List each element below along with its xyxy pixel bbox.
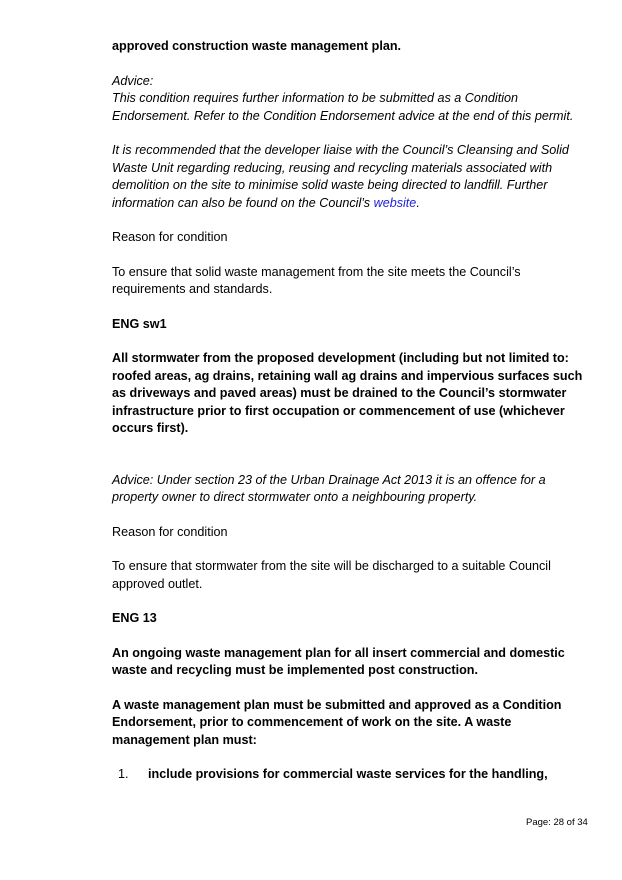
- recommendation-end: .: [416, 195, 420, 210]
- list-item: [112, 766, 588, 784]
- list-item-text: include provisions for commercial waste services for the handling,: [148, 767, 548, 781]
- recommendation-paragraph: [112, 142, 588, 212]
- eng13-waste-plan: An ongoing waste management plan for all insert commercial and domestic waste and recycling must be implemented post construction.: [112, 645, 565, 677]
- reason-label: Reason for condition: [112, 524, 228, 539]
- section-heading-eng-13: ENG 13: [112, 611, 157, 625]
- stormwater-condition: All stormwater from the proposed development (including but not limited to: roofed areas, ag drains, retaining wall ag drains and impervious surfaces such as driveways and paved areas) must be drained to the Council’s stormwater infrastructure prior to first occupation or commencement of use (whichever occurs first).: [112, 351, 583, 435]
- advice-stormwater: Advice: Under section 23 of the Urban Drainage Act 2013 it is an offence for a property owner to direct stormwater onto a neighbouring property.: [112, 472, 546, 504]
- reason-text: To ensure that stormwater from the site will be discharged to a suitable Council approved outlet.: [112, 559, 551, 591]
- eng13-endorsement: A waste management plan must be submitted and approved as a Condition Endorsement, prior to commencement of work on the site. A waste management plan must:: [112, 697, 562, 747]
- website-link[interactable]: website: [373, 195, 417, 210]
- paragraph-plan-approval: approved construction waste management plan.: [112, 39, 402, 53]
- reason-text: To ensure that solid waste management from the site meets the Council’s requirements and standards.: [112, 264, 521, 296]
- reason-label: Reason for condition: [112, 230, 228, 244]
- advice-label: Advice:: [112, 73, 154, 88]
- document-body: [112, 38, 588, 784]
- section-heading-eng-sw1: ENG sw1: [112, 316, 167, 331]
- page-number: Page: 28 of 34: [526, 817, 588, 828]
- recommendation-text: It is recommended that the developer liaise with the Council’s Cleansing and Solid Waste Unit regarding reducing, reusing and recycling materials associated with demolition on the site to minimise solid waste being directed to landfill. Further information can also be found on the Council’s: [112, 143, 569, 210]
- advice-endorsement: This condition requires further information to be submitted as a Condition Endorsement. Refer to the Condition Endorsement advice at the end of this permit.: [112, 91, 574, 123]
- list-number: 1.: [118, 767, 129, 781]
